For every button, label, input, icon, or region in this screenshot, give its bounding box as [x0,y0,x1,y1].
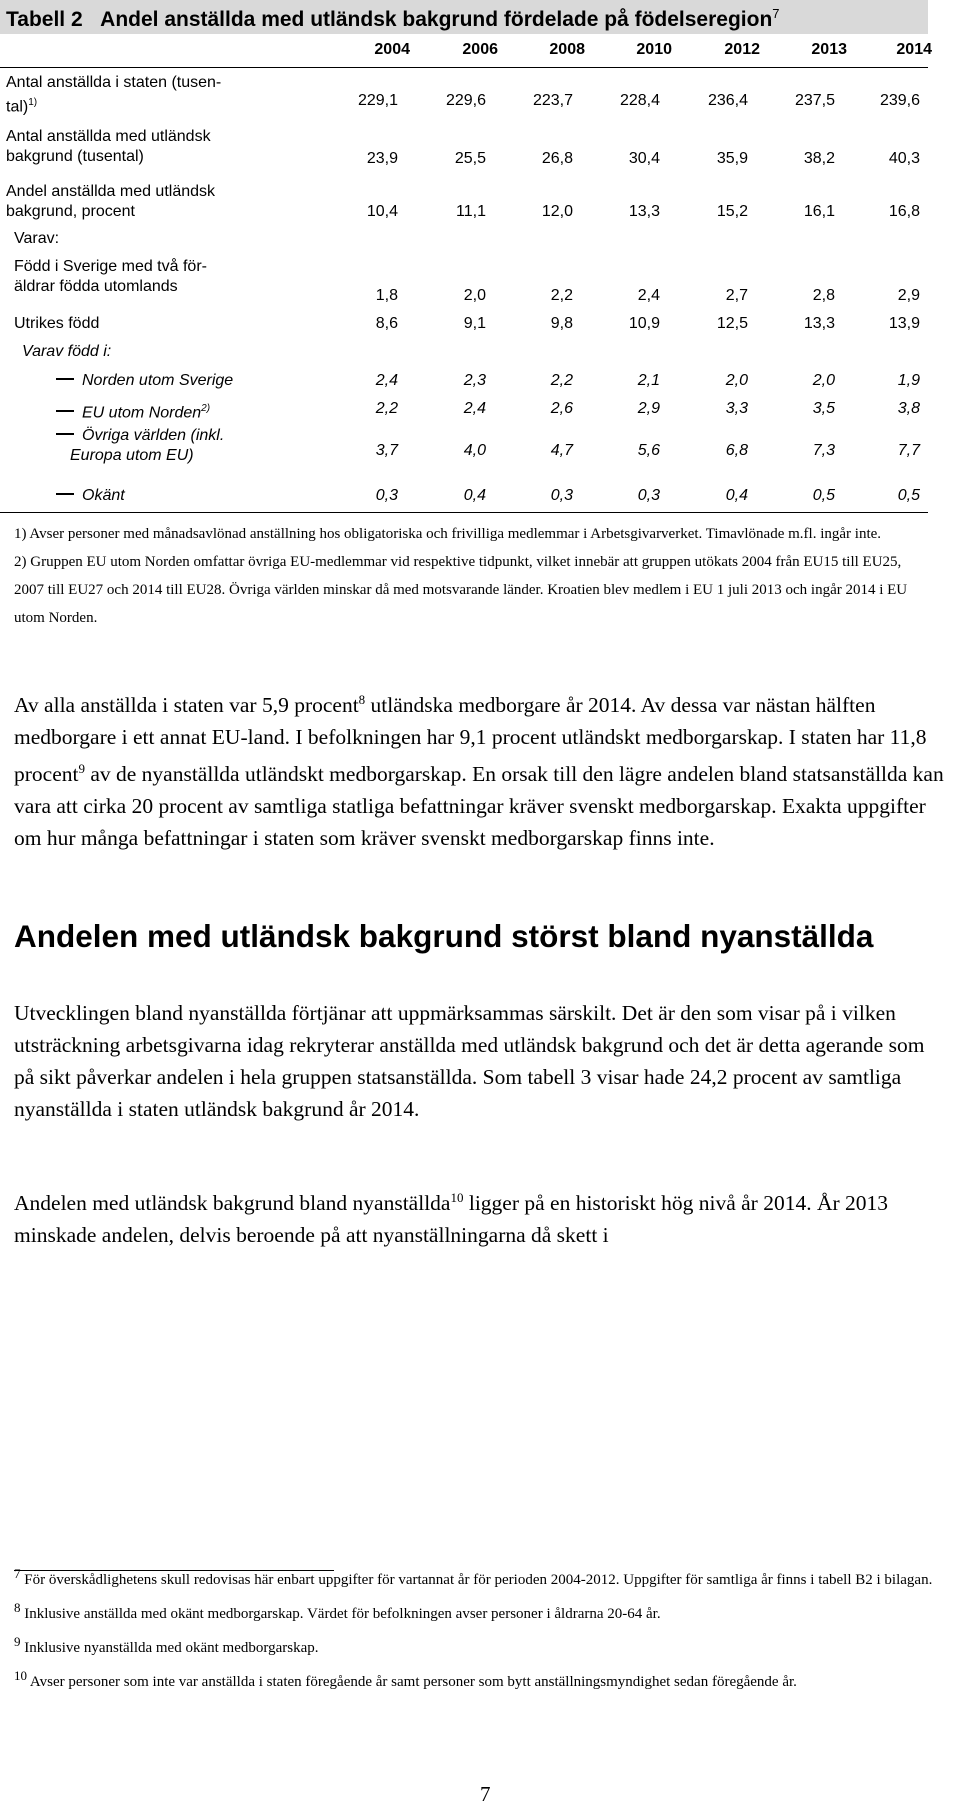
footnote-text: Inklusive anställda med okänt medborgarskap. Värdet för befolkningen avser personer i åldrarna 20-64 år. [20,1606,661,1622]
footnote-ref[interactable]: 8 [358,692,366,707]
table-cell: 2,4 [375,372,398,389]
row-label [22,342,111,362]
table-cell: 13,3 [803,315,835,332]
table-cell: 13,3 [628,203,660,220]
body-text: ligger på en historiskt hög nivå år 2014. År 2013 minskade andelen, delvis beroende på att nyanställningarna då skett i [14,1191,889,1248]
table-cell: 2,9 [897,287,920,304]
table-cell: 0,4 [725,487,748,504]
dash-bullet [56,493,74,495]
table-cell: 15,2 [716,203,748,220]
table-note: 1) Avser personer med månadsavlönad anställning hos obligatoriska och frivilliga medlemmar i Arbetsgivarverket. Timavlönade m.fl. ingår inte. [14,526,882,542]
row-label [56,486,125,506]
column-header-year: 2013 [811,41,847,58]
table-cell: 13,9 [888,315,920,332]
footnote-item [14,1662,944,1696]
dash-bullet [56,378,74,380]
table-cell: 16,8 [888,203,920,220]
table-cell: 35,9 [716,150,748,167]
table-cell: 3,8 [897,400,920,417]
row-label-text: Norden utom Sverige [82,372,234,389]
row-label-note-ref: 1) [28,97,38,108]
row-label [6,182,215,222]
row-label-text: Född i Sverige med två för- [14,258,207,275]
table-cell: 11,1 [456,203,486,220]
table-cell: 229,1 [357,92,398,109]
row-label-text: Andel anställda med utländsk [6,183,216,200]
table-cell: 3,3 [725,400,748,417]
column-header-year: 2006 [462,41,498,58]
table-cell: 5,6 [637,442,660,459]
dash-bullet [56,410,74,412]
row-label-text: tal) [6,98,29,116]
footnote-ref[interactable]: 9 [78,761,85,777]
row-label [6,73,221,117]
footnote-number: 10 [14,1668,27,1683]
table-cell: 0,4 [463,487,486,504]
footnote-text: Avser personer som inte var anställda i staten föregående år samt personer som bytt anställningsmyndighet sedan föregående år. [27,1674,797,1690]
table-cell: 2,7 [725,287,748,304]
footnote-number: 9 [14,1634,21,1649]
table-title [0,0,928,34]
table-label: Tabell 2 [6,8,83,31]
table-cell: 1,8 [375,287,398,304]
footnote-item [14,1628,944,1662]
body-paragraph [14,1182,944,1251]
table-cell: 12,0 [541,203,573,220]
table-cell: 10,4 [366,203,398,220]
section-heading: Andelen med utländsk bakgrund störst bland nyanställda [14,918,874,954]
table-cell: 237,5 [794,92,835,109]
table-cell: 223,7 [532,92,573,109]
table-cell: 8,6 [375,315,398,332]
row-label-text: Europa utom EU) [70,447,194,464]
row-label-text: Antal anställda i staten (tusen- [6,74,222,91]
row-label [56,399,210,423]
footnote-text: Inklusive nyanställda med okänt medborgarskap. [20,1640,319,1656]
table-note: 2) Gruppen EU utom Norden omfattar övriga EU-medlemmar vid respektive tidpunkt, vilket innebär att gruppen utökats 2004 från EU15 till EU25, 2007 till EU27 och 2014 till EU28. Övriga världen minskar då med motsvarande länder. Kroatien blev medlem i EU 1 juli 2013 och ingår 2014 i EU utom Norden. [14,554,908,626]
table-cell: 9,8 [550,315,573,332]
table-title-text: Andel anställda med utländsk bakgrund fördelade på födelseregion [100,8,773,31]
table-cell: 2,4 [463,400,486,417]
table-cell: 2,1 [637,372,660,389]
table-cell: 0,5 [897,487,920,504]
row-label [14,257,207,297]
table-cell: 40,3 [888,150,920,167]
row-label-text: Varav: [14,230,60,247]
table-cell: 2,2 [375,400,398,417]
table-cell: 2,6 [550,400,573,417]
body-text: Andelen med utländsk bakgrund bland nyanställda [14,1191,451,1216]
footnote-number: 8 [14,1600,21,1615]
table-cell: 26,8 [541,150,573,167]
table-cell: 7,7 [897,442,920,459]
column-header-year: 2004 [374,41,410,58]
table-cell: 0,5 [812,487,835,504]
table-cell: 4,0 [463,442,486,459]
table-cell: 4,7 [550,442,573,459]
table-cell: 2,4 [637,287,660,304]
table-cell: 12,5 [716,315,748,332]
header-rule [0,67,928,68]
table-cell: 16,1 [803,203,835,220]
table-cell: 229,6 [445,92,486,109]
table-cell: 9,1 [463,315,486,332]
table-cell: 2,8 [812,287,835,304]
body-paragraph: Utvecklingen bland nyanställda förtjänar att uppmärksammas särskilt. Det är den som visar på i vilken utsträckning arbetsgivarna idag rekryterar anställda med utländsk bakgrund och det är detta agerande som på sikt påverkar andelen i hela gruppen statsanställda. Som tabell 3 visar hade 24,2 procent av samtliga nyanställda i staten utländsk bakgrund år 2014. [14,1001,925,1121]
table-cell: 0,3 [550,487,573,504]
row-label [14,314,99,334]
table-cell: 0,3 [637,487,660,504]
table-cell: 38,2 [803,150,835,167]
body-paragraph [14,684,944,854]
footnotes [14,1560,944,1806]
table-cell: 2,2 [550,372,573,389]
table-notes [14,520,934,632]
row-label-text: Övriga världen (inkl. [82,427,225,444]
table-cell: 1,9 [897,372,920,389]
row-label-text: Antal anställda med utländsk [6,128,211,145]
footnote-number: 7 [14,1566,21,1581]
table-cell: 239,6 [879,92,920,109]
row-label [14,229,59,249]
page-number: 7 [480,1782,491,1806]
row-label-note-ref: 2) [201,403,211,414]
table-cell: 2,0 [725,372,748,389]
column-header-year: 2008 [549,41,585,58]
row-label [6,127,211,167]
footnote-item [14,1594,944,1628]
table-cell: 25,5 [454,150,486,167]
table-cell: 23,9 [366,150,398,167]
table-cell: 2,0 [463,287,486,304]
row-label-text: Okänt [82,487,125,504]
column-header-year: 2014 [896,41,932,58]
body-text: av de nyanställda utländskt medborgarskap. En orsak till den lägre andelen bland statsanställda kan vara att cirka 20 procent av samtliga statliga befattningar kräver svenskt medborgarskap. Exakta uppgifter om hur många befattningar i staten som kräver svenskt medborgarskap finns inte. [14,762,944,851]
footnote-item [14,1560,944,1594]
column-header-year: 2010 [636,41,672,58]
footnote-ref[interactable]: 10 [450,1190,464,1205]
table-cell: 3,7 [375,442,398,459]
row-label-text: EU utom Norden [82,404,202,422]
table-cell: 10,9 [628,315,660,332]
table-cell: 2,3 [463,372,486,389]
table-cell: 30,4 [628,150,660,167]
table-cell: 0,3 [375,487,398,504]
table-bottom-rule [0,512,928,513]
table-cell: 228,4 [619,92,660,109]
row-label-text: Varav född i: [22,343,112,360]
table-cell: 2,0 [812,372,835,389]
row-label [56,371,233,391]
table-cell: 6,8 [725,442,748,459]
body-text: utländska medborgare år 2014. Av dessa var nästan hälften medborgare i ett annat EU-land. I befolkningen har 9,1 procent utländskt medborgarskap. I staten har 11,8 procent [14,693,927,787]
row-label [56,426,224,466]
row-label-text: Utrikes född [14,315,100,332]
table-cell: 3,5 [812,400,835,417]
table-cell: 2,9 [637,400,660,417]
table-cell: 2,2 [550,287,573,304]
footnote-text: För överskådlighetens skull redovisas här enbart uppgifter för vartannat år för perioden 2004-2012. Uppgifter för samtliga år finns i tabell B2 i bilagan. [20,1572,933,1588]
row-label-text: bakgrund (tusental) [6,148,144,165]
body-text: Av alla anställda i staten var 5,9 procent [14,693,359,718]
table-cell: 236,4 [707,92,748,109]
row-label-text: äldrar födda utomlands [14,278,178,295]
table-cell: 7,3 [812,442,835,459]
row-label-text: bakgrund, procent [6,203,135,220]
table-title-footnote-ref: 7 [772,6,780,21]
column-header-year: 2012 [724,41,760,58]
dash-bullet [56,433,74,435]
